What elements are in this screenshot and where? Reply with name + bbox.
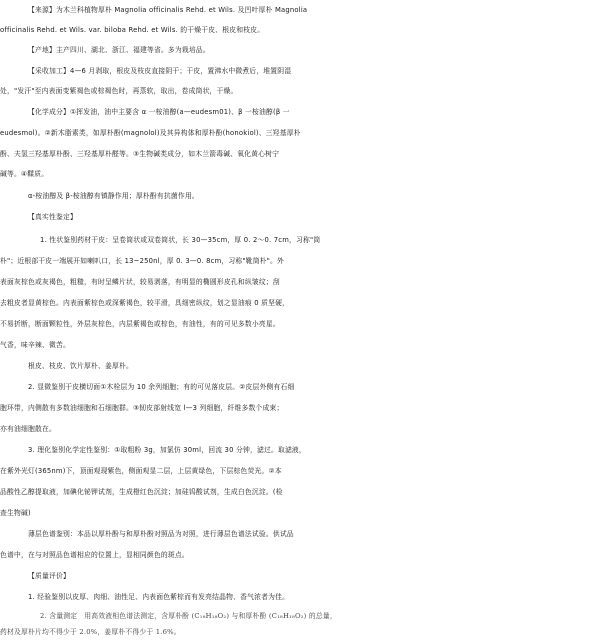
tlc-line-1: 薄层色谱鉴别：本品以厚朴酚与和厚朴酚对照品为对照，进行薄层色谱法试验。供试品 bbox=[28, 530, 294, 538]
macro-line-2: 朴"；近根部干皮一端展开如喇叭口，长 13~250nl，厚 0. 3—0. 8cm，习称"靴筒朴"。外 bbox=[0, 257, 285, 265]
assay-line-2: 药材及厚朴片均不得少于 2.0%，姜厚朴不得少于 1.6%。 bbox=[0, 628, 181, 636]
origin-line: 【产地】主产四川、湖北、浙江、福建等省。多为栽培品。 bbox=[28, 46, 210, 54]
physchem-line-4: 查生物碱) bbox=[0, 509, 31, 517]
physchem-line-2: 在紫外光灯(365nm)下，顶面观现紫色，侧面观显二层，上层黄绿色，下层棕色荧光。②本 bbox=[0, 467, 282, 475]
harvest-line-2: 处，"发汗"至内表面变紫褐色或棕褐色时，再蒸软，取出，卷成筒状，干燥。 bbox=[0, 87, 238, 95]
source-line-2: officinalis Rehd. et Wils. var. biloba Rehd. et Wils. 的干燥干皮、根皮和枝皮。 bbox=[0, 26, 265, 34]
tlc-line-2: 色谱中，在与对照品色谱相应的位置上，显相同颜色的斑点。 bbox=[0, 551, 189, 559]
macro-line-4: 去粗皮者显黄棕色。内表面紫棕色或深紫褐色，较平滑，具细密纵纹，划之显油痕 0 质坚硬， bbox=[0, 299, 290, 307]
physchem-line-3: 品酸性乙醇提取液，加碘化铋钾试剂，生成橙红色沉淀；加硅钨酸试剂，生成白色沉淀。(检 bbox=[0, 488, 283, 496]
physchem-line-1: 3. 理化鉴别化学定性鉴别：①取粗粉 3g，加氯仿 30ml，回流 30 分钟，滤过。取滤液， bbox=[28, 446, 306, 454]
quality-line-1: 1. 经验鉴别以皮厚、肉细、油性足、内表面色紫棕而有发亮结晶物、香气浓者为佳。 bbox=[28, 593, 290, 601]
chem-effect-line: α-桉油醇及 β-桉油醇有镇静作用；厚朴酚有抗菌作用。 bbox=[28, 192, 199, 200]
quality-heading: 【质量评价】 bbox=[28, 572, 70, 580]
micro-line-2: 胞环带，内侧散有多数油细胞和石细胞群。③韧皮部射线宽 l—3 列细胞，纤维多数个成束； bbox=[0, 404, 284, 412]
authenticity-heading: 【真实性鉴定】 bbox=[28, 213, 77, 221]
assay-line-1: 2. 含量测定 用高效液相色谱法测定，含厚朴酚 (C₁₈H₁₈O₂) 与和厚朴酚 (C₁₈H₁₈O₂) 的总量， bbox=[40, 612, 337, 620]
macro-line-5: 不易折断，断面颗粒性，外层灰棕色，内层紫褐色或棕色，有油性，有的可见多数小亮星。 bbox=[0, 320, 280, 328]
micro-line-1: 2. 显微鉴别干皮横切面①木栓层为 10 余列细胞；有的可见落皮层。②皮层外侧有石细 bbox=[28, 383, 295, 391]
chem-line-3: 酚、夫氢三羟基厚朴酚、三羟基厚朴醛等。③生物碱类成分，如木兰箭毒碱、氧化黄心树宁 bbox=[0, 150, 280, 158]
macro-line-1: 1. 性状鉴别药材干皮：呈卷筒状或双卷筒状，长 30—35cm，厚 0. 2～0. 7cm，习称"筒 bbox=[40, 236, 321, 244]
harvest-line-1: 【采收加工】4—6 月剥取，根皮及枝皮直接阴干；干皮，置沸水中微煮后，堆置阴湿 bbox=[28, 67, 292, 75]
micro-line-3: 亦有油细胞散在。 bbox=[0, 425, 56, 433]
chem-line-4: 碱等。④鞣质。 bbox=[0, 170, 49, 178]
chem-line-2: eudesmol)。②新木脂素类，如厚朴酚(magnolol)及其异构体和厚朴酚(honokiol)、三羟基厚朴 bbox=[0, 129, 301, 137]
varieties-line: 根皮、枝皮、饮片厚朴、姜厚朴。 bbox=[28, 362, 133, 370]
source-line-1: 【来源】为木兰科植物厚朴 Magnolia officinalis Rehd. et Wils. 及凹叶厚朴 Magnolia bbox=[28, 6, 308, 14]
macro-line-6: 气香，味辛辣、微苦。 bbox=[0, 341, 70, 349]
chem-line-1: 【化学成分】①挥发油，油中主要含 α 一桉油醇(a—eudesm01)、β 一桉油醇(β 一 bbox=[28, 108, 290, 116]
macro-line-3: 表面灰棕色或灰褐色，粗糙，有时呈鳞片状，较易剥落，有明显的椭圆形皮孔和纵皱纹；刮 bbox=[0, 278, 280, 286]
